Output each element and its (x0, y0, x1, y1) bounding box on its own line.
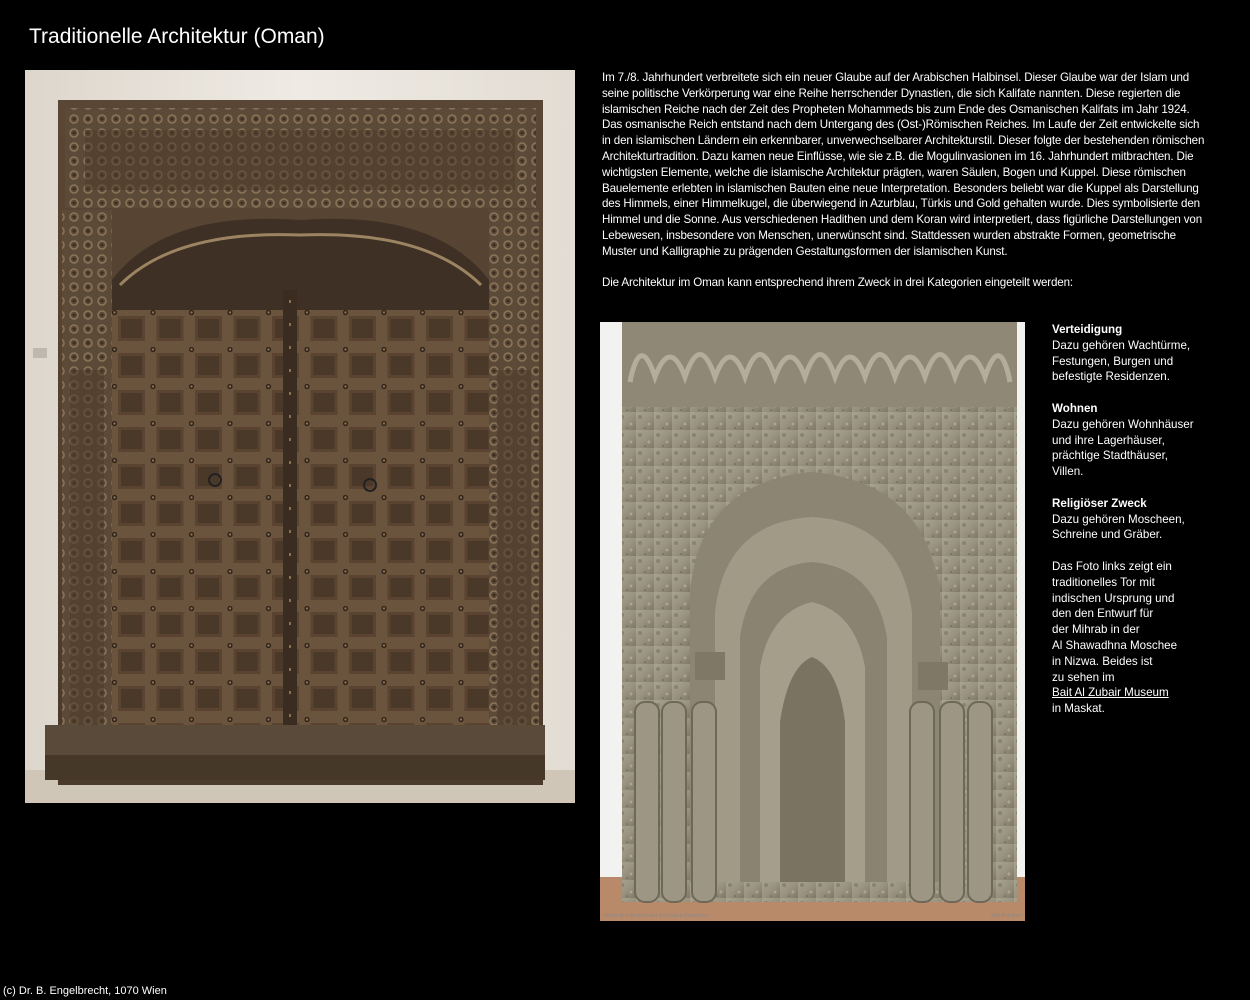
photo-note-line: den den Entwurf für (1052, 607, 1154, 621)
photo-note-line: indischen Ursprung und (1052, 591, 1175, 605)
category-heading: Wohnen (1052, 401, 1098, 415)
category-line: Dazu gehören Wohnhäuser (1052, 417, 1194, 431)
museum-link-line (1052, 685, 1242, 701)
category-heading: Religiöser Zweck (1052, 496, 1147, 510)
mihrab-photo-credit: Bait Al Zubair (991, 913, 1021, 919)
mihrab-relief-photo (600, 322, 1025, 921)
page-title: Traditionelle Architektur (Oman) (29, 25, 325, 48)
category-line: Dazu gehören Moscheen, (1052, 512, 1185, 526)
photo-note-line: in Maskat. (1052, 702, 1105, 716)
category-line: Festungen, Burgen und (1052, 354, 1174, 368)
category-line: Dazu gehören Wachtürme, (1052, 338, 1191, 352)
copyright-footer: (c) Dr. B. Engelbrecht, 1070 Wien (3, 985, 167, 997)
category-heading: Verteidigung (1052, 323, 1123, 336)
photo-note-line: zu sehen im (1052, 670, 1115, 684)
category-living (1052, 401, 1242, 480)
photo-note-line: Das Foto links zeigt ein (1052, 559, 1172, 573)
mihrab-photo-caption: Islamic Architectural and Decorative Ornaments (603, 913, 709, 919)
intro-text (602, 70, 1208, 307)
category-line: prächtige Stadthäuser, (1052, 449, 1169, 463)
category-line: und ihre Lagerhäuser, (1052, 433, 1165, 447)
intro-paragraph-categories: Die Architektur im Oman kann entsprechend ihrem Zweck in drei Kategorien eingeteilt werden: (602, 276, 1073, 290)
photo-note-line: traditionelles Tor mit (1052, 575, 1155, 589)
photo-note-line: in Nizwa. Beides ist (1052, 654, 1153, 668)
photo-note-line: der Mihrab in der (1052, 623, 1140, 637)
category-line: Villen. (1052, 465, 1084, 479)
intro-paragraph-history: Im 7./8. Jahrhundert verbreitete sich ein neuer Glaube auf der Arabischen Halbinsel. Dieser Glaube war der Islam und seine politische Verkörperung war eine Reihe herrschender Dynastien, die sich Kalifate nannten. Diese regierten die islamischen Reiche nach der Zeit des Propheten Mohammeds bis zum Ende des Osmanischen Kalifats im Jahr 1924. Das osmanische Reich entstand nach dem Untergang des (Ost-)Römischen Reiches. Im Laufe der Zeit entwickelte sich in den islamischen Ländern ein erkennbarer, unverwechselbarer Architekturstil. Dieser folgte der bestehenden römischen Architekturtradition. Dazu kamen neue Einflüsse, wie sie z.B. die Mogulinvasionen im 16. Jahrhundert mitbrachten. Die wichtigsten Elemente, welche die islamische Architektur prägten, waren Säulen, Bogen und Kuppel. Diese römischen Bauelemente erlebten in islamischen Bauten eine neue Interpretation. Besonders beliebt war die Kuppel als Darstellung des Himmels, einer Himmelkugel, die überwiegend in Azurblau, Türkis und Gold gehalten wurde. Dies symbolisierte den Himmel und die Sonne. Aus verschiedenen Hadithen und dem Koran wird interpretiert, dass figürliche Darstellungen von Lebewesen, insbesondere von Menschen, unerwünscht sind. Stattdessen wurden abstrakte Formen, geometrische Muster und Kalligraphie zu prägenden Gestaltungsformen der islamischen Kunst. (602, 71, 1205, 258)
bait-al-zubair-museum-link[interactable]: Bait Al Zubair Museum (1052, 686, 1169, 700)
categories-column (1052, 322, 1242, 733)
photo-note-line: Al Shawadhna Moschee (1052, 638, 1178, 652)
carved-door-photo (25, 70, 575, 803)
category-defense (1052, 322, 1242, 385)
category-religious (1052, 496, 1242, 543)
photo-note (1052, 559, 1242, 717)
category-line: Schreine und Gräber. (1052, 528, 1163, 542)
category-line: befestigte Residenzen. (1052, 370, 1170, 384)
